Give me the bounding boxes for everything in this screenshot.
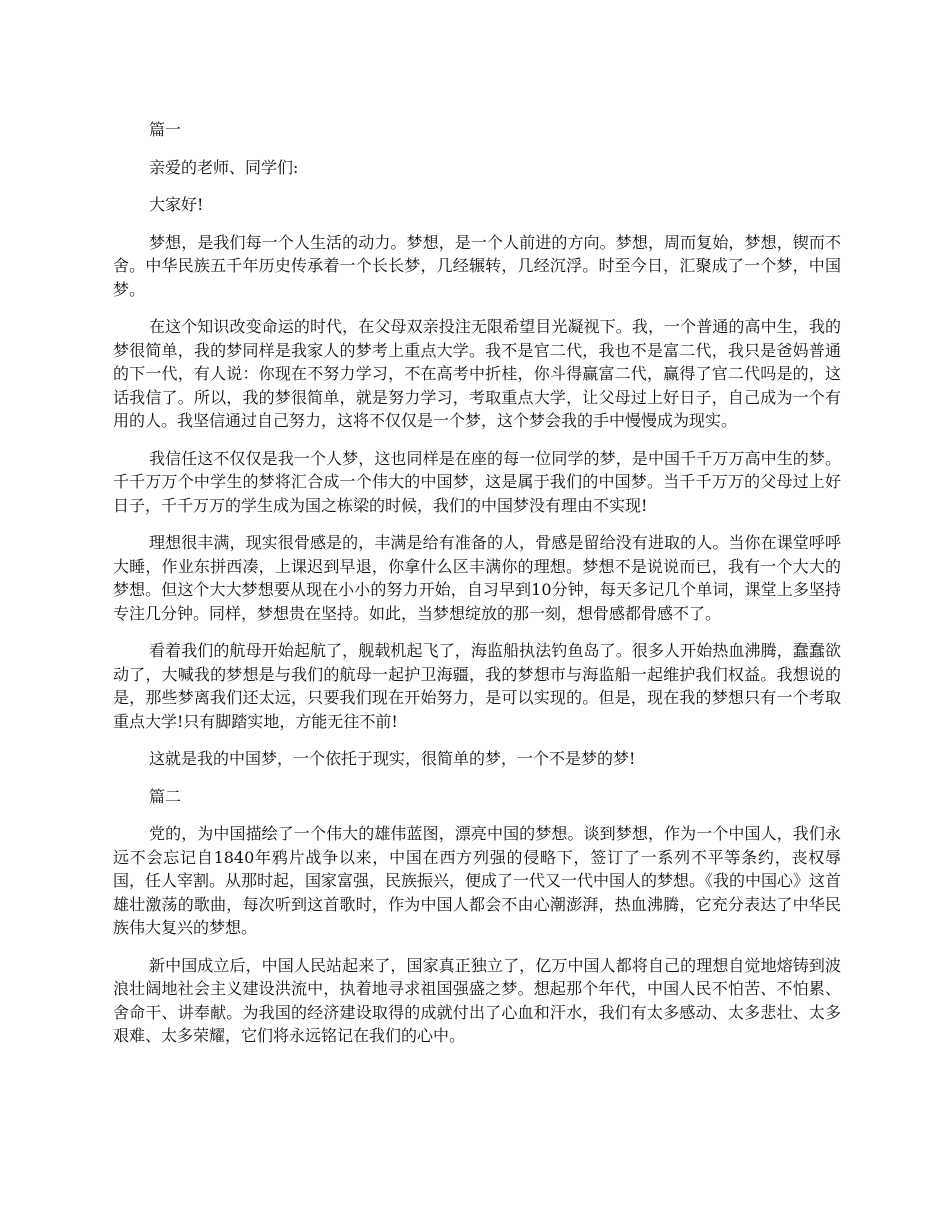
paragraph: 理想很丰满，现实很骨感是的，丰满是给有准备的人，骨感是留给没有进取的人。当你在课堂呼呼大睡，作业东拼西凑，上课迟到早退，你拿什么区丰满你的理想。梦想不是说说而已，我有一个大大的梦想。但这个大大梦想要从现在小小的努力开始，自习早到10分钟，每天多记几个单词，课堂上多坚持专注几分钟。同样，梦想贵在坚持。如此，当梦想绽放的那一刻，想骨感都骨感不了。 <box>113 533 841 623</box>
paragraph: 我信任这不仅仅是我一个人梦，这也同样是在座的每一位同学的梦，是中国千千万万高中生的梦。千千万万个中学生的梦将汇合成一个伟大的中国梦，这是属于我们的中国梦。当千千万万的父母过上好日子，千千万万的学生成为国之栋梁的时候，我们的中国梦没有理由不实现! <box>113 448 841 515</box>
paragraph: 在这个知识改变命运的时代，在父母双亲投注无限希望目光凝视下。我，一个普通的高中生，我的梦很简单，我的梦同样是我家人的梦考上重点大学。我不是官二代，我也不是富二代，我只是爸妈普通的下一代，有人说：你现在不努力学习，不在高考中折桂，你斗得赢富二代，赢得了官二代吗是的，这话我信了。所以，我的梦很简单，就是努力学习，考取重点大学，让父母过上好日子，自己成为一个有用的人。我坚信通过自己努力，这将不仅仅是一个梦，这个梦会我的手中慢慢成为现实。 <box>113 317 841 430</box>
paragraph: 党的，为中国描绘了一个伟大的雄伟蓝图，漂亮中国的梦想。谈到梦想，作为一个中国人，我们永远不会忘记自1840年鸦片战争以来，中国在西方列强的侵略下，签订了一系列不平等条约，丧权辱国，任人宰割。从那时起，国家富强，民族振兴，便成了一代又一代中国人的梦想。《我的中国心》这首雄壮激荡的歌曲，每次听到这首歌时，作为中国人都会不由心潮澎湃，热血沸腾，它充分表达了中华民族伟大复兴的梦想。 <box>113 824 842 937</box>
salutation: 亲爱的老师、同学们: <box>149 157 299 177</box>
paragraph: 新中国成立后，中国人民站起来了，国家真正独立了，亿万中国人都将自己的理想自觉地熔铸到波浪壮阔地社会主义建设洪流中，执着地寻求祖国强盛之梦。想起那个年代，中国人民不怕苦、不怕累、舍命干、讲奉献。为我国的经济建设取得的成就付出了心血和汗水，我们有太多感动、太多悲壮、太多艰难、太多荣耀，它们将永远铭记在我们的心中。 <box>113 955 841 1045</box>
section-heading-2: 篇二 <box>149 786 182 806</box>
paragraph: 看着我们的航母开始起航了，舰载机起飞了，海监船执法钓鱼岛了。很多人开始热血沸腾，蠢蠢欲动了，大喊我的梦想是与我们的航母一起护卫海疆，我的梦想市与海监船一起维护我们权益。我想说的是，那些梦离我们还太远，只要我们现在开始努力，是可以实现的。但是，现在我的梦想只有一个考取重点大学!只有脚踏实地，方能无往不前! <box>113 641 841 731</box>
section-heading-1: 篇一 <box>149 120 182 139</box>
document-page <box>113 118 841 1062</box>
greeting: 大家好! <box>149 195 204 214</box>
paragraph: 梦想，是我们每一个人生活的动力。梦想，是一个人前进的方向。梦想，周而复始，梦想，锲而不舍。中华民族五千年历史传承着一个长长梦，几经辗转，几经沉浮。时至今日，汇聚成了一个梦，中国梦。 <box>113 232 841 299</box>
paragraph: 这就是我的中国梦，一个依托于现实，很简单的梦，一个不是梦的梦! <box>149 749 636 768</box>
